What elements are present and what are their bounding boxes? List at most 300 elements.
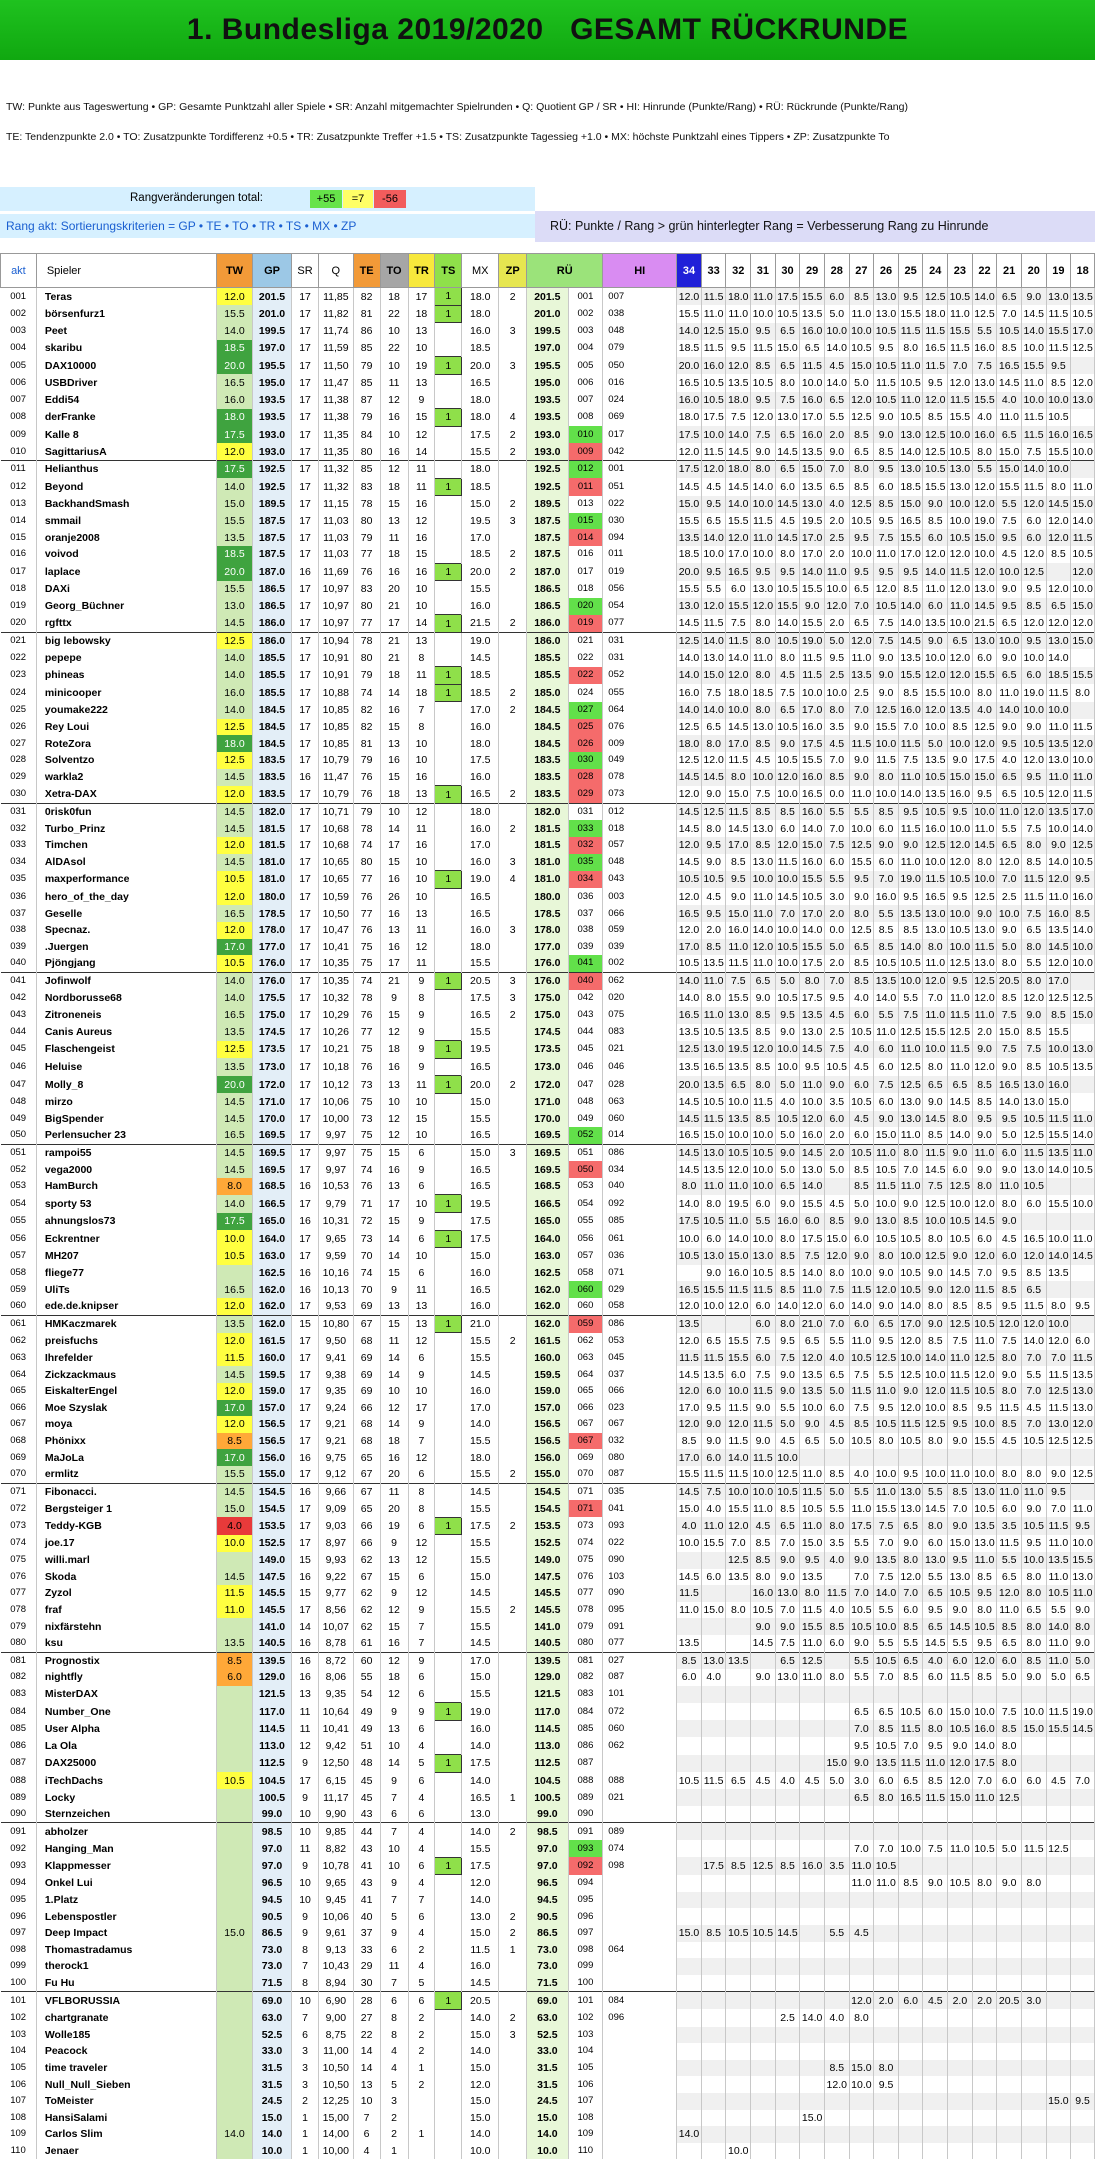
spieltag-cell (1071, 2143, 1095, 2160)
rank-cell: 061 (1, 1315, 37, 1333)
gp-cell: 183.5 (252, 769, 291, 786)
spieltag-cell: 14.5 (972, 1213, 997, 1231)
ru-points-cell: 154.5 (527, 1483, 568, 1500)
to-cell: 15 (380, 1315, 408, 1333)
tr-cell: 6 (408, 1669, 435, 1686)
spieltag-cell: 13.0 (775, 1585, 800, 1602)
spieltag-cell: 11.5 (751, 1281, 776, 1298)
spieltag-cell: 10.5 (972, 1315, 997, 1333)
ru-points-cell: 73.0 (527, 1942, 568, 1959)
spieltag-cell (948, 2009, 973, 2026)
header-tr[interactable]: TR (408, 254, 435, 288)
sr-cell: 16 (292, 1265, 319, 1282)
tw-cell: 15.0 (217, 1925, 253, 1942)
spieltag-cell: 10.5 (948, 871, 973, 889)
spieltag-cell: 10.0 (800, 684, 825, 702)
hi-cell: 037 (603, 1366, 677, 1383)
hi-cell (603, 2027, 677, 2044)
te-cell: 73 (353, 1076, 380, 1094)
spieltag-cell: 8.0 (775, 649, 800, 666)
spieltag-cell: 10.5 (923, 769, 948, 786)
spieltag-cell: 6.5 (726, 1076, 751, 1094)
spieltag-cell: 10.0 (948, 905, 973, 922)
gp-cell: 187.5 (252, 513, 291, 530)
table-row (1, 513, 1095, 530)
spieltag-cell: 8.5 (1071, 905, 1095, 922)
spieltag-cell: 8.5 (997, 340, 1022, 357)
rue-explanation-bar (535, 211, 1095, 242)
to-cell: 10 (380, 357, 408, 375)
rank-cell: 077 (1, 1585, 37, 1602)
spieltag-cell: 7.5 (1021, 905, 1046, 922)
table-row (1, 1925, 1095, 1942)
te-cell: 74 (353, 837, 380, 854)
header-ru[interactable]: RÜ (527, 254, 603, 288)
spieltag-cell: 15.0 (997, 443, 1022, 460)
header-spieltag-30[interactable]: 30 (775, 254, 800, 288)
header-spieltag-24[interactable]: 24 (923, 254, 948, 288)
header-ts[interactable]: TS (435, 254, 462, 288)
spieltag-cell: 11.5 (800, 667, 825, 685)
spieltag-cell: 8.0 (751, 1076, 776, 1094)
hi-cell: 062 (603, 1737, 677, 1754)
header-spieltag-31[interactable]: 31 (751, 254, 776, 288)
spieltag-cell: 12.5 (923, 837, 948, 854)
spieltag-cell: 7.5 (997, 1041, 1022, 1059)
spieltag-cell: 12.5 (775, 1466, 800, 1483)
spieltag-cell: 11.0 (751, 288, 776, 306)
spieltag-cell: 9.5 (972, 1635, 997, 1652)
gp-cell: 195.0 (252, 374, 291, 391)
header-spieltag-26[interactable]: 26 (874, 254, 899, 288)
mx-cell: 21.0 (462, 1315, 499, 1333)
spieltag-cell (824, 2110, 849, 2127)
zp-cell (499, 1772, 527, 1789)
spieltag-cell (1046, 1942, 1071, 1959)
spieltag-cell (726, 2110, 751, 2127)
header-te[interactable]: TE (353, 254, 380, 288)
ts-cell (435, 1400, 462, 1417)
spieltag-cell: 4.0 (972, 702, 997, 719)
spieltag-cell: 12.0 (1021, 752, 1046, 769)
spieltag-cell: 9.5 (874, 1400, 899, 1417)
spieltag-cell: 5.0 (824, 1433, 849, 1450)
spieltag-cell: 11.0 (948, 990, 973, 1007)
spieltag-cell: 8.0 (874, 769, 899, 786)
header-gp[interactable]: GP (252, 254, 291, 288)
spieltag-cell: 12.0 (997, 1585, 1022, 1602)
spieltag-cell: 5.5 (874, 1602, 899, 1619)
spieltag-cell (751, 2043, 776, 2060)
table-row (1, 478, 1095, 496)
spieltag-cell: 13.5 (1071, 1366, 1095, 1383)
player-name: Teddy-KGB (36, 1517, 216, 1535)
spieltag-cell: 11.5 (898, 323, 923, 340)
spieltag-cell (972, 2060, 997, 2077)
header-spieltag-18[interactable]: 18 (1071, 254, 1095, 288)
ru-rank-cell: 069 (568, 1449, 603, 1466)
spieltag-cell (1046, 1178, 1071, 1195)
tr-cell: 13 (408, 1315, 435, 1333)
ts-cell: 1 (435, 1315, 462, 1333)
tr-cell: 9 (408, 1058, 435, 1076)
spieltag-cell: 14.0 (726, 496, 751, 513)
spieltag-cell (972, 2126, 997, 2143)
zp-cell (499, 1281, 527, 1298)
rank-cell: 086 (1, 1737, 37, 1754)
sr-cell: 11 (292, 1840, 319, 1857)
spieltag-cell: 4.5 (997, 546, 1022, 563)
spieltag-cell (701, 1686, 726, 1703)
header-spieltag-25[interactable]: 25 (898, 254, 923, 288)
rank-cell: 057 (1, 1248, 37, 1265)
player-name: MaJoLa (36, 1449, 216, 1466)
header-spieler[interactable]: Spieler (36, 254, 216, 288)
spieltag-cell: 10.0 (923, 1466, 948, 1483)
sr-cell: 10 (292, 1892, 319, 1909)
spieltag-cell: 11.5 (775, 854, 800, 871)
tr-cell: 15 (408, 409, 435, 427)
table-row (1, 786, 1095, 804)
ru-points-cell: 197.0 (527, 340, 568, 357)
tw-cell: 12.5 (217, 719, 253, 736)
spieltag-cell: 10.0 (824, 684, 849, 702)
spieltag-cell (677, 2060, 702, 2077)
spieltag-cell: 16.0 (923, 820, 948, 837)
sr-cell: 7 (292, 2009, 319, 2026)
spieltag-cell: 12.5 (849, 409, 874, 427)
sr-cell: 17 (292, 1400, 319, 1417)
spieltag-cell: 15.5 (726, 990, 751, 1007)
spieltag-cell (677, 2009, 702, 2026)
spieltag-cell: 12.0 (677, 288, 702, 306)
spieltag-cell (701, 1720, 726, 1737)
spieltag-cell (800, 1686, 825, 1703)
spieltag-cell: 8.0 (997, 1195, 1022, 1213)
spieltag-cell: 13.0 (972, 374, 997, 391)
tr-cell (408, 2143, 435, 2160)
ru-rank-cell: 026 (568, 735, 603, 752)
spieltag-cell: 16.0 (874, 888, 899, 905)
mx-cell: 19.0 (462, 871, 499, 889)
spieltag-cell: 11.0 (800, 1635, 825, 1652)
spieltag-cell: 6.0 (923, 529, 948, 546)
spieltag-cell: 10.5 (849, 1618, 874, 1635)
spieltag-cell (874, 1823, 899, 1840)
spieltag-cell (1021, 2126, 1046, 2143)
header-spieltag-21[interactable]: 21 (997, 254, 1022, 288)
spieltag-cell: 11.0 (898, 769, 923, 786)
gp-cell: 185.5 (252, 667, 291, 685)
header-spieltag-32[interactable]: 32 (726, 254, 751, 288)
spieltag-cell: 11.0 (751, 888, 776, 905)
spieltag-cell: 16.5 (677, 374, 702, 391)
rank-cell: 076 (1, 1569, 37, 1586)
rank-cell: 069 (1, 1449, 37, 1466)
spieltag-cell: 12.5 (898, 1058, 923, 1076)
spieltag-cell (824, 1178, 849, 1195)
spieltag-cell: 10.5 (775, 752, 800, 769)
header-zp[interactable]: ZP (499, 254, 527, 288)
header-spieltag-34[interactable]: 34 (677, 254, 702, 288)
mx-cell: 18.5 (462, 340, 499, 357)
te-cell: 75 (353, 1144, 380, 1161)
hi-cell: 060 (603, 1720, 677, 1737)
q-cell: 9,38 (318, 1366, 353, 1383)
spieltag-cell (1046, 1806, 1071, 1823)
spieltag-cell: 12.0 (972, 496, 997, 513)
spieltag-cell: 12.5 (923, 1248, 948, 1265)
table-header-row (1, 254, 1095, 288)
spieltag-cell: 8.0 (849, 905, 874, 922)
spieltag-cell: 10.0 (923, 1400, 948, 1417)
gp-cell: 189.5 (252, 496, 291, 513)
spieltag-cell: 2.0 (972, 1024, 997, 1041)
header-mx[interactable]: MX (462, 254, 499, 288)
header-spieltag-19[interactable]: 19 (1046, 254, 1071, 288)
ts-cell: 1 (435, 615, 462, 633)
spieltag-cell: 0.0 (824, 922, 849, 939)
sr-cell: 17 (292, 955, 319, 972)
hi-cell: 069 (603, 409, 677, 427)
rank-cell: 003 (1, 323, 37, 340)
tw-cell: 11.5 (217, 1350, 253, 1367)
ts-cell: 1 (435, 786, 462, 804)
mx-cell: 14.0 (462, 1737, 499, 1754)
header-spieltag-29[interactable]: 29 (800, 254, 825, 288)
spieltag-cell: 11.5 (972, 1281, 997, 1298)
gp-cell: 69.0 (252, 1992, 291, 2010)
spieltag-cell: 7.0 (849, 702, 874, 719)
spieltag-cell (824, 1942, 849, 1959)
spieltag-cell (1046, 1975, 1071, 1992)
te-cell: 67 (353, 1315, 380, 1333)
spieltag-cell: 15.5 (677, 305, 702, 323)
spieltag-cell: 13.0 (800, 1161, 825, 1178)
zp-cell (499, 1024, 527, 1041)
ts-cell (435, 2027, 462, 2044)
spieltag-cell: 5.5 (997, 820, 1022, 837)
spieltag-cell: 8.0 (874, 1789, 899, 1806)
spieltag-cell: 14.5 (972, 598, 997, 615)
ru-rank-cell: 078 (568, 1602, 603, 1619)
spieltag-cell: 4.0 (824, 2009, 849, 2026)
sr-cell: 17 (292, 1350, 319, 1367)
spieltag-cell: 5.5 (1021, 1366, 1046, 1383)
spieltag-cell: 6.0 (701, 1230, 726, 1248)
to-cell: 17 (380, 615, 408, 633)
header-spieltag-20[interactable]: 20 (1021, 254, 1046, 288)
to-cell: 16 (380, 1161, 408, 1178)
spieltag-cell: 10.0 (1021, 392, 1046, 409)
spieltag-cell: 12.0 (677, 1416, 702, 1433)
player-name: chartgranate (36, 2009, 216, 2026)
hi-cell: 031 (603, 632, 677, 649)
q-cell: 12,25 (318, 2093, 353, 2110)
spieltag-cell (800, 1875, 825, 1892)
spieltag-cell: 9.5 (849, 529, 874, 546)
spieltag-cell: 13.5 (677, 1058, 702, 1076)
gp-cell: 114.5 (252, 1720, 291, 1737)
ru-points-cell: 31.5 (527, 2076, 568, 2093)
spieltag-cell (677, 1992, 702, 2010)
mx-cell: 18.0 (462, 409, 499, 427)
spieltag-cell: 6.0 (824, 1400, 849, 1417)
header-tw[interactable]: TW (217, 254, 253, 288)
ts-cell (435, 854, 462, 871)
spieltag-cell: 13.0 (701, 649, 726, 666)
hi-cell: 001 (603, 460, 677, 478)
spieltag-cell: 8.5 (1021, 1058, 1046, 1076)
spieltag-cell: 9.0 (874, 426, 899, 443)
spieltag-cell: 9.5 (775, 563, 800, 581)
spieltag-cell: 5.5 (849, 1652, 874, 1669)
ts-cell (435, 1144, 462, 1161)
spieltag-cell (701, 1703, 726, 1721)
spieltag-cell: 2.0 (701, 922, 726, 939)
spieltag-cell (677, 1789, 702, 1806)
ru-rank-cell: 007 (568, 392, 603, 409)
spieltag-cell: 13.0 (1021, 1076, 1046, 1094)
spieltag-cell: 10.0 (948, 820, 973, 837)
spieltag-cell: 12.0 (948, 1772, 973, 1789)
ru-rank-cell: 035 (568, 854, 603, 871)
rank-cell: 110 (1, 2143, 37, 2160)
player-name: Eddi54 (36, 392, 216, 409)
to-cell: 7 (380, 1975, 408, 1992)
header-spieltag-22[interactable]: 22 (972, 254, 997, 288)
spieltag-cell: 14.5 (1071, 1248, 1095, 1265)
spieltag-cell: 8.5 (972, 1298, 997, 1315)
gp-cell: 180.0 (252, 888, 291, 905)
spieltag-cell: 9.5 (751, 563, 776, 581)
header-sr[interactable]: SR (292, 254, 319, 288)
spieltag-cell: 13.5 (800, 1007, 825, 1024)
table-row (1, 719, 1095, 736)
tr-cell: 13 (408, 323, 435, 340)
header-hi[interactable]: HI (603, 254, 677, 288)
q-cell: 9,41 (318, 1350, 353, 1367)
spieltag-cell: 14.0 (800, 2009, 825, 2026)
spieltag-cell: 6.0 (1071, 1333, 1095, 1350)
sr-cell: 17 (292, 972, 319, 990)
spieltag-cell: 13.0 (1071, 1041, 1095, 1059)
ts-cell (435, 1449, 462, 1466)
spieltag-cell: 14.5 (726, 443, 751, 460)
spieltag-cell (1071, 1178, 1095, 1195)
spieltag-cell (972, 1686, 997, 1703)
spieltag-cell: 4.5 (824, 735, 849, 752)
spieltag-cell: 17.5 (677, 426, 702, 443)
spieltag-cell: 11.0 (874, 1024, 899, 1041)
te-cell: 83 (353, 581, 380, 598)
hi-cell (603, 2143, 677, 2160)
spieltag-cell: 11.5 (1046, 1517, 1071, 1535)
spieltag-cell (1071, 649, 1095, 666)
ts-cell (435, 1265, 462, 1282)
spieltag-cell: 10.0 (775, 955, 800, 972)
sr-cell: 17 (292, 513, 319, 530)
spieltag-cell: 7.5 (726, 972, 751, 990)
header-spieltag-27[interactable]: 27 (849, 254, 874, 288)
spieltag-cell: 10.5 (800, 1500, 825, 1517)
header-spieltag-28[interactable]: 28 (824, 254, 849, 288)
ru-rank-cell: 076 (568, 1569, 603, 1586)
spieltag-cell: 9.5 (898, 803, 923, 820)
spieltag-cell: 13.5 (800, 305, 825, 323)
ru-points-cell: 186.5 (527, 598, 568, 615)
spieltag-cell: 9.0 (849, 1213, 874, 1231)
header-q[interactable]: Q (318, 254, 353, 288)
spieltag-cell (1071, 1789, 1095, 1806)
spieltag-cell: 11.0 (1071, 769, 1095, 786)
rank-cell: 032 (1, 820, 37, 837)
spieltag-cell: 6.5 (800, 1433, 825, 1450)
te-cell: 66 (353, 1400, 380, 1417)
spieltag-cell: 6.0 (874, 1041, 899, 1059)
header-spieltag-33[interactable]: 33 (701, 254, 726, 288)
spieltag-cell: 8.5 (874, 939, 899, 956)
spieltag-cell: 10.0 (800, 1400, 825, 1417)
spieltag-cell: 9.5 (997, 735, 1022, 752)
spieltag-cell: 15.5 (726, 1500, 751, 1517)
spieltag-cell: 5.0 (849, 374, 874, 391)
spieltag-cell: 8.0 (898, 340, 923, 357)
te-cell: 74 (353, 684, 380, 702)
spieltag-cell: 11.5 (997, 1535, 1022, 1552)
spieltag-cell: 14.0 (726, 649, 751, 666)
spieltag-cell: 14.0 (677, 667, 702, 685)
spieltag-cell: 14.5 (677, 820, 702, 837)
spieltag-cell: 14.0 (1046, 649, 1071, 666)
zp-cell (499, 1213, 527, 1231)
header-akt[interactable]: akt (1, 254, 37, 288)
spieltag-cell: 12.0 (726, 1298, 751, 1315)
spieltag-cell: 12.0 (824, 1248, 849, 1265)
spieltag-cell: 8.0 (824, 702, 849, 719)
ts-cell: 1 (435, 1195, 462, 1213)
spieltag-cell: 8.5 (1021, 1652, 1046, 1669)
spieltag-cell: 5.0 (997, 1669, 1022, 1686)
spieltag-cell: 10.0 (751, 1127, 776, 1144)
spieltag-cell: 14.5 (677, 854, 702, 871)
header-to[interactable]: TO (380, 254, 408, 288)
spieltag-cell (1071, 1213, 1095, 1231)
spieltag-cell: 12.5 (1021, 563, 1046, 581)
q-cell: 10,06 (318, 1908, 353, 1925)
spieltag-cell: 11.5 (1021, 426, 1046, 443)
spieltag-cell: 12.5 (1046, 990, 1071, 1007)
spieltag-cell: 9.5 (948, 1416, 973, 1433)
table-row (1, 1908, 1095, 1925)
to-cell: 17 (380, 1195, 408, 1213)
player-name: ToMeister (36, 2093, 216, 2110)
spieltag-cell: 7.0 (898, 1737, 923, 1754)
spieltag-cell: 12.0 (751, 409, 776, 427)
spieltag-cell: 11.0 (874, 1483, 899, 1500)
spieltag-cell: 13.5 (1071, 1058, 1095, 1076)
spieltag-cell (1046, 1737, 1071, 1754)
spieltag-cell (701, 1585, 726, 1602)
spieltag-cell: 6.0 (751, 1298, 776, 1315)
sr-cell: 17 (292, 496, 319, 513)
spieltag-cell (775, 2027, 800, 2044)
rank-cell: 024 (1, 684, 37, 702)
spieltag-cell: 16.5 (1071, 426, 1095, 443)
ru-points-cell: 94.5 (527, 1892, 568, 1909)
header-spieltag-23[interactable]: 23 (948, 254, 973, 288)
ts-cell (435, 735, 462, 752)
